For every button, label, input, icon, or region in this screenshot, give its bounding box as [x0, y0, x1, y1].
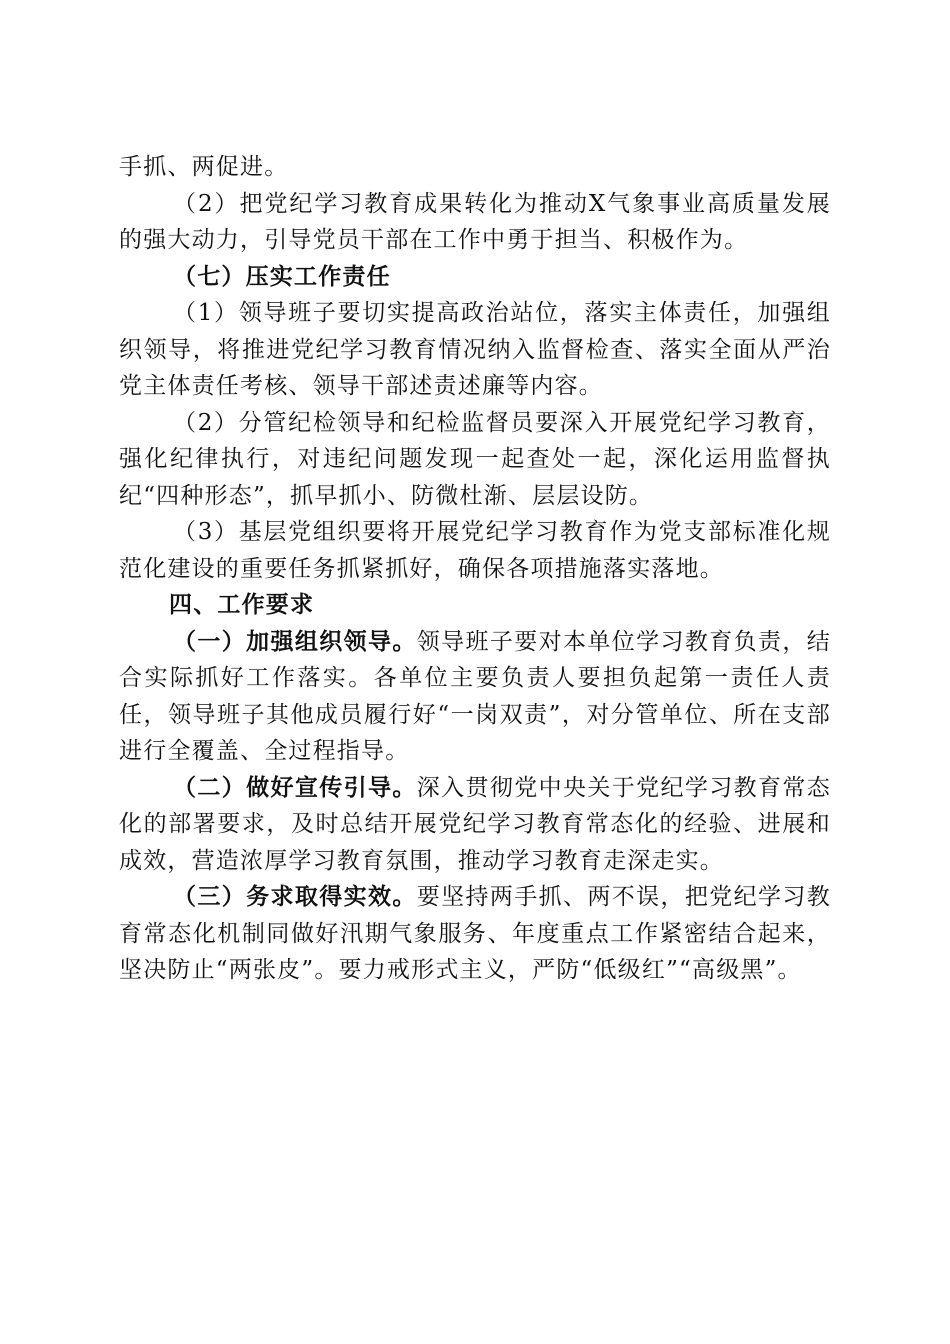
paragraph-continuation: 手抓、两促进。	[119, 154, 289, 180]
paragraph-requirement-3	[119, 879, 831, 989]
paragraph-responsibility-3: （3）基层党组织要将开展党纪学习教育作为党支部标准化规范化建设的重要任务抓紧抓好，确保各项措施落实落地。	[119, 519, 831, 582]
document-page	[119, 149, 831, 989]
requirement-2-body: 深入贯彻党中央关于党纪学习教育常态化的部署要求，及时总结开展党纪学习教育常态化的经验、进展和成效，营造浓厚学习教育氛围，推动学习教育走深走实。	[119, 774, 832, 874]
paragraph-requirement-1	[119, 624, 831, 770]
section-title-requirements: 四、工作要求	[169, 592, 315, 618]
requirement-2-lead: （二）做好宣传引导。	[173, 773, 417, 801]
paragraph-responsibility-2: （2）分管纪检领导和纪检监督员要深入开展党纪学习教育，强化纪律执行，对违纪问题发现一起查处一起，深化运用监督执纪“四种形态”，抓早抓小、防微杜渐、层层设防。	[119, 409, 831, 509]
requirement-1-lead: （一）加强组织领导。	[173, 627, 417, 655]
subheading-seven: （七）压实工作责任	[173, 262, 391, 290]
requirement-3-lead: （三）务求取得实效。	[173, 883, 417, 910]
paragraph-responsibility-1: （1）领导班子要切实提高政治站位，落实主体责任，加强组织领导，将推进党纪学习教育情况纳入监督检查、落实全面从严治党主体责任考核、领导干部述责述廉等内容。	[119, 300, 831, 399]
requirement-1-body: 领导班子要对本单位学习教育负责，结合实际抓好工作落实。各单位主要负责人要担负起第一责任人责任，领导班子其他成员履行好“一岗双责”，对分管单位、所在支部进行全覆盖、全过程指导。	[119, 628, 832, 764]
paragraph-requirement-2	[119, 770, 831, 880]
paragraph-item-2: （2）把党纪学习教育成果转化为推动X气象事业高质量发展的强大动力，引导党员干部在工作中勇于担当、积极作为。	[119, 190, 831, 253]
requirement-3-body: 要坚持两手抓、两不误，把党纪学习教育常态化机制同做好汛期气象服务、年度重点工作紧密结合起来，坚决防止“两张皮”。要力戒形式主义，严防“低级红”“高级黑”。	[119, 884, 832, 983]
